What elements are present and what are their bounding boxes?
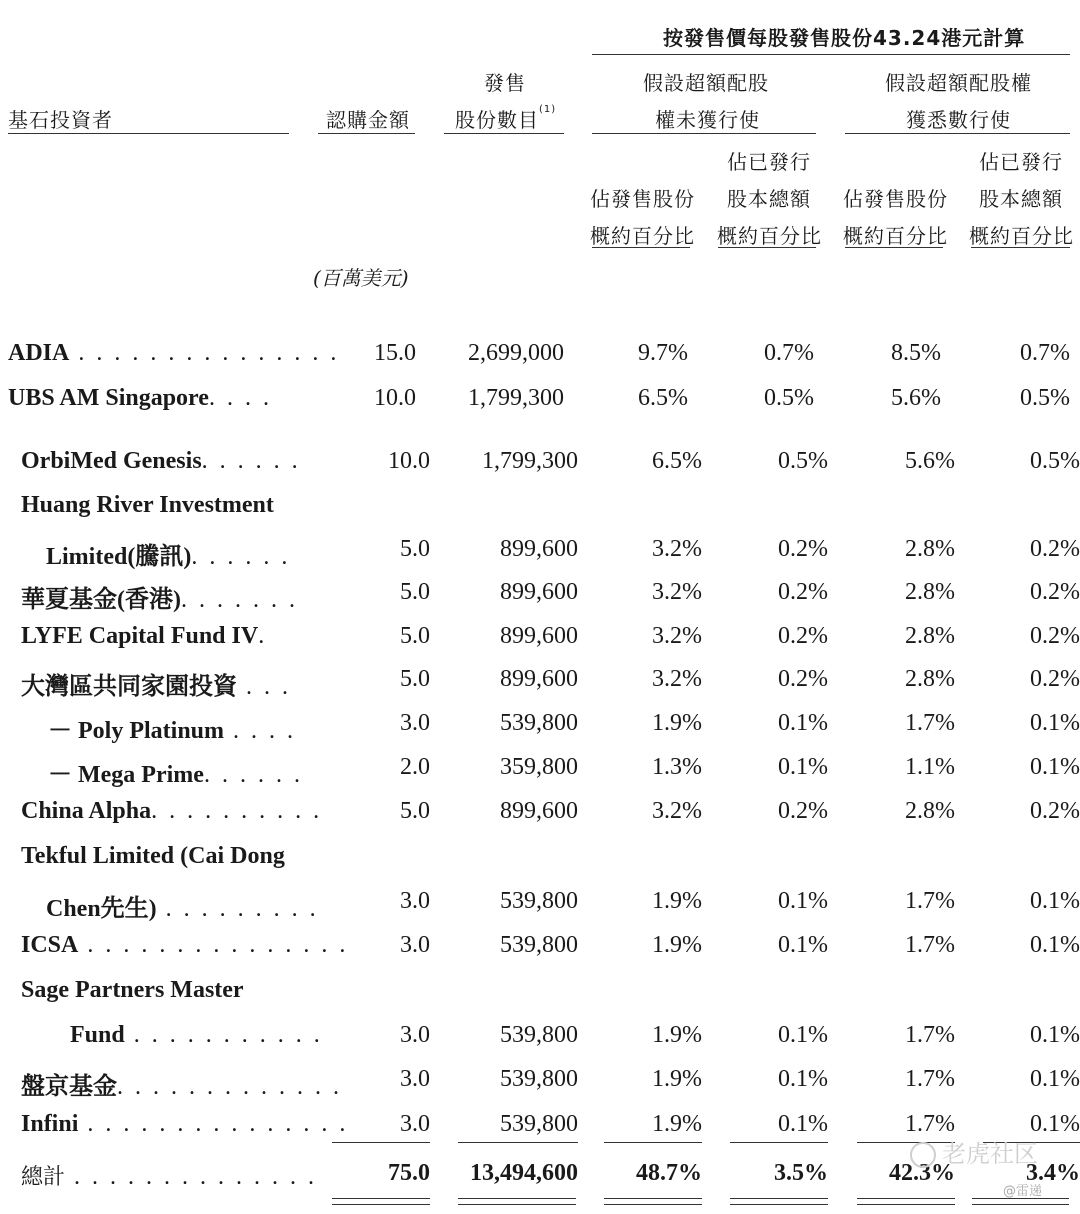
total-double-rule	[730, 1198, 828, 1199]
cell-b2: 0.5%	[1030, 448, 1080, 474]
cell-amount: 3.0	[400, 1022, 430, 1048]
cell-shares: 1,799,300	[482, 448, 578, 474]
a-offer-pct-line1: 佔發售股份	[590, 187, 695, 211]
price-basis-rule	[592, 54, 1070, 55]
cell-b1: 8.5%	[891, 340, 941, 366]
cell-a1: 9.7%	[638, 340, 688, 366]
investor-name-text: Fund	[70, 1022, 125, 1048]
leader-dots: . . . .	[224, 718, 297, 744]
group-b-header-line1: 假設超額配股權	[885, 71, 1032, 95]
leader-dots: . . . . . . . . . . . . . . .	[78, 932, 349, 958]
cell-a1: 3.2%	[652, 798, 702, 824]
a-offer-pct-line2: 概約百分比	[590, 224, 695, 248]
cell-a1: 3.2%	[652, 536, 702, 562]
group-a-header-line2: 權未獲行使	[655, 108, 760, 132]
b-issued-pct-line1: 佔已發行	[979, 150, 1063, 174]
col-header-shares-line2: 股份數目$^{(1)}$	[455, 104, 557, 132]
total-double-rule	[604, 1204, 702, 1205]
cell-b2: 0.1%	[1030, 1111, 1080, 1137]
cell-b1: 1.7%	[905, 1022, 955, 1048]
cell-b1: 1.7%	[905, 888, 955, 914]
investor-name-text: 盤京基金	[21, 1074, 117, 1100]
leader-dots: . . . . . . . . . . . . . . .	[69, 340, 340, 366]
investor-name-text: Chen先生)	[46, 896, 157, 922]
leader-dots: . . . . . . . . . .	[151, 798, 323, 824]
b-issued-pct-line2: 股本總額	[979, 187, 1063, 211]
rule-amount	[318, 133, 415, 134]
cell-b2: 0.1%	[1030, 1066, 1080, 1092]
total-shares: 13,494,600	[470, 1160, 578, 1186]
total-amount: 75.0	[388, 1160, 430, 1186]
cell-a1: 1.3%	[652, 754, 702, 780]
cell-b2: 0.7%	[1020, 340, 1070, 366]
investor-name-text: OrbiMed Genesis	[21, 448, 202, 474]
cell-amount: 3.0	[400, 710, 430, 736]
investor-name	[48, 710, 296, 745]
cell-b1: 2.8%	[905, 536, 955, 562]
investor-name-text: ADIA	[8, 340, 70, 366]
leader-dots: . . . . . .	[201, 448, 301, 474]
total-double-rule	[458, 1204, 576, 1205]
investor-name	[46, 888, 319, 923]
investor-name	[21, 1111, 348, 1138]
b-offer-pct-line1: 佔發售股份	[843, 187, 948, 211]
cell-a2: 0.1%	[778, 754, 828, 780]
cell-shares: 899,600	[500, 666, 578, 692]
cell-shares: 2,699,000	[468, 340, 564, 366]
cell-b1: 1.7%	[905, 932, 955, 958]
leader-dots: . . . . . . . . . . . . . . .	[78, 1111, 349, 1137]
total-top-rule-a2	[730, 1142, 828, 1143]
a-issued-pct-line2: 股本總額	[727, 187, 811, 211]
cell-b2: 0.1%	[1030, 888, 1080, 914]
cell-amount: 5.0	[400, 666, 430, 692]
investor-name	[8, 340, 339, 367]
cell-b1: 5.6%	[905, 448, 955, 474]
col-header-investor: 基石投資者	[8, 108, 113, 132]
cell-a2: 0.1%	[778, 1066, 828, 1092]
cell-shares: 899,600	[500, 798, 578, 824]
leader-dots: . . . . . . . . .	[156, 896, 319, 922]
rule-shares	[444, 133, 564, 134]
cell-b2: 0.2%	[1030, 798, 1080, 824]
cell-a1: 1.9%	[652, 1111, 702, 1137]
investor-name-text: 大灣區共同家園投資	[21, 674, 237, 700]
cell-a2: 0.2%	[778, 666, 828, 692]
cell-b1: 2.8%	[905, 798, 955, 824]
group-a-header-line1: 假設超額配股	[643, 71, 769, 95]
cell-b2: 0.2%	[1030, 666, 1080, 692]
cell-a2: 0.1%	[778, 1111, 828, 1137]
cell-shares: 539,800	[500, 932, 578, 958]
cell-b1: 1.7%	[905, 1066, 955, 1092]
investor-name	[48, 754, 303, 789]
cell-b2: 0.1%	[1030, 710, 1080, 736]
total-a-offer-pct: 48.7%	[636, 1160, 702, 1186]
investor-name-line1: Tekful Limited (Cai Dong	[21, 843, 285, 869]
total-double-rule	[458, 1198, 576, 1199]
investor-name-text: 華夏基金(香港)	[21, 587, 181, 613]
cell-b1: 2.8%	[905, 579, 955, 605]
cell-amount: 2.0	[400, 754, 430, 780]
total-top-rule-amount	[332, 1142, 430, 1143]
cell-a2: 0.5%	[778, 448, 828, 474]
cell-amount: 3.0	[400, 1111, 430, 1137]
total-double-rule	[857, 1198, 955, 1199]
cell-a1: 1.9%	[652, 1022, 702, 1048]
cell-b1: 1.7%	[905, 710, 955, 736]
cell-a2: 0.2%	[778, 579, 828, 605]
cell-b1: 1.7%	[905, 1111, 955, 1137]
total-double-rule	[972, 1204, 1069, 1205]
cell-b2: 0.1%	[1030, 754, 1080, 780]
total-double-rule	[730, 1204, 828, 1205]
b-offer-pct-line2: 概約百分比	[843, 224, 948, 248]
cell-amount: 15.0	[374, 340, 416, 366]
leader-dots: . . . . . . . . . . .	[124, 1022, 323, 1048]
cell-amount: 3.0	[400, 932, 430, 958]
cell-a1: 1.9%	[652, 1066, 702, 1092]
cell-a2: 0.1%	[778, 888, 828, 914]
col-header-shares-line1: 發售	[484, 71, 526, 95]
leader-dots: . . . . . .	[203, 762, 303, 788]
cell-amount: 5.0	[400, 798, 430, 824]
cell-b1: 2.8%	[905, 623, 955, 649]
investor-name	[70, 1022, 323, 1049]
leader-dots: . . . . . . .	[180, 587, 298, 613]
leader-dots: . . . .	[208, 385, 272, 411]
cell-b2: 0.1%	[1030, 932, 1080, 958]
cell-shares: 1,799,300	[468, 385, 564, 411]
cell-shares: 539,800	[500, 1022, 578, 1048]
cell-b1: 5.6%	[891, 385, 941, 411]
investor-name	[21, 448, 301, 475]
rule-b-issued	[971, 247, 1070, 248]
investor-name-text: LYFE Capital Fund IV	[21, 623, 259, 649]
investor-name	[46, 536, 290, 571]
cell-a2: 0.1%	[778, 1022, 828, 1048]
watermark-brand: 老虎社区	[910, 1134, 1038, 1169]
tiger-community-icon	[910, 1142, 936, 1168]
investor-name-text: － Mega Prime	[48, 762, 204, 788]
investor-name	[8, 385, 272, 412]
cell-a1: 3.2%	[652, 666, 702, 692]
price-basis-heading: 按發售價每股發售股份43.24港元計算	[663, 26, 1026, 50]
cell-a1: 1.9%	[652, 888, 702, 914]
cell-shares: 539,800	[500, 888, 578, 914]
group-b-header-line2: 獲悉數行使	[906, 108, 1011, 132]
cell-shares: 899,600	[500, 623, 578, 649]
cell-a1: 6.5%	[638, 385, 688, 411]
investor-name-line1: Sage Partners Master	[21, 977, 244, 1003]
cell-amount: 3.0	[400, 888, 430, 914]
b-issued-pct-line3: 概約百分比	[969, 224, 1074, 248]
leader-dots: . . .	[237, 674, 291, 700]
cell-shares: 539,800	[500, 1111, 578, 1137]
investor-name	[21, 579, 298, 614]
cell-amount: 5.0	[400, 579, 430, 605]
investor-name	[21, 1066, 342, 1101]
cell-amount: 5.0	[400, 623, 430, 649]
investor-name	[21, 623, 267, 650]
cell-shares: 539,800	[500, 710, 578, 736]
cell-a2: 0.2%	[778, 623, 828, 649]
cell-amount: 10.0	[374, 385, 416, 411]
leader-dots: . . . . . .	[191, 544, 291, 570]
cell-b1: 2.8%	[905, 666, 955, 692]
rule-a-issued	[718, 247, 816, 248]
cell-b2: 0.2%	[1030, 536, 1080, 562]
total-b-issued-pct: 3.4%	[1026, 1160, 1080, 1186]
investor-name-text: ICSA	[21, 932, 79, 958]
cell-b2: 0.2%	[1030, 579, 1080, 605]
cell-a1: 3.2%	[652, 579, 702, 605]
cell-a2: 0.2%	[778, 536, 828, 562]
cell-shares: 539,800	[500, 1066, 578, 1092]
investor-name-text: China Alpha	[21, 798, 152, 824]
total-a-issued-pct: 3.5%	[774, 1160, 828, 1186]
investor-name-text: UBS AM Singapore	[8, 385, 209, 411]
leader-dots: . . . . . . . . . . . . .	[117, 1074, 342, 1100]
rule-b-offer	[845, 247, 943, 248]
a-issued-pct-line1: 佔已發行	[727, 150, 811, 174]
total-double-rule	[332, 1198, 430, 1199]
rule-a-offer	[592, 247, 690, 248]
cell-b1: 1.1%	[905, 754, 955, 780]
total-double-rule	[857, 1204, 955, 1205]
cell-b2: 0.1%	[1030, 1022, 1080, 1048]
investor-name	[21, 666, 291, 701]
total-double-rule	[332, 1204, 430, 1205]
total-double-rule	[604, 1198, 702, 1199]
a-issued-pct-line3: 概約百分比	[717, 224, 822, 248]
amount-unit: (百萬美元)	[313, 266, 409, 290]
investor-name	[21, 932, 348, 959]
investor-name-text: Limited(騰訊)	[46, 544, 192, 570]
watermark-user: @雷递	[1003, 1184, 1043, 1199]
cell-a2: 0.2%	[778, 798, 828, 824]
cell-amount: 10.0	[388, 448, 430, 474]
cell-amount: 3.0	[400, 1066, 430, 1092]
cell-a2: 0.5%	[764, 385, 814, 411]
cell-shares: 899,600	[500, 536, 578, 562]
leader-dots: .	[258, 623, 268, 649]
cell-a1: 6.5%	[652, 448, 702, 474]
cell-a1: 3.2%	[652, 623, 702, 649]
total-top-rule-a1	[604, 1142, 702, 1143]
cell-b2: 0.2%	[1030, 623, 1080, 649]
total-b-offer-pct: 42.3%	[889, 1160, 955, 1186]
cell-b2: 0.5%	[1020, 385, 1070, 411]
rule-investor	[8, 133, 289, 134]
total-top-rule-shares	[458, 1142, 578, 1143]
cell-shares: 359,800	[500, 754, 578, 780]
col-header-amount: 認購金額	[326, 108, 410, 132]
cell-a1: 1.9%	[652, 710, 702, 736]
cell-amount: 5.0	[400, 536, 430, 562]
cell-a2: 0.1%	[778, 932, 828, 958]
cell-a2: 0.7%	[764, 340, 814, 366]
investor-name-text: － Poly Platinum	[48, 718, 225, 744]
investor-name-text: Infini	[21, 1111, 79, 1137]
cell-a2: 0.1%	[778, 710, 828, 736]
total-row-label: 總計 . . . . . . . . . . . . . .	[21, 1164, 318, 1190]
rule-group-a	[592, 133, 816, 134]
investor-name	[21, 798, 322, 825]
cell-a1: 1.9%	[652, 932, 702, 958]
cell-shares: 899,600	[500, 579, 578, 605]
rule-group-b	[845, 133, 1070, 134]
investor-name-line1: Huang River Investment	[21, 492, 274, 518]
